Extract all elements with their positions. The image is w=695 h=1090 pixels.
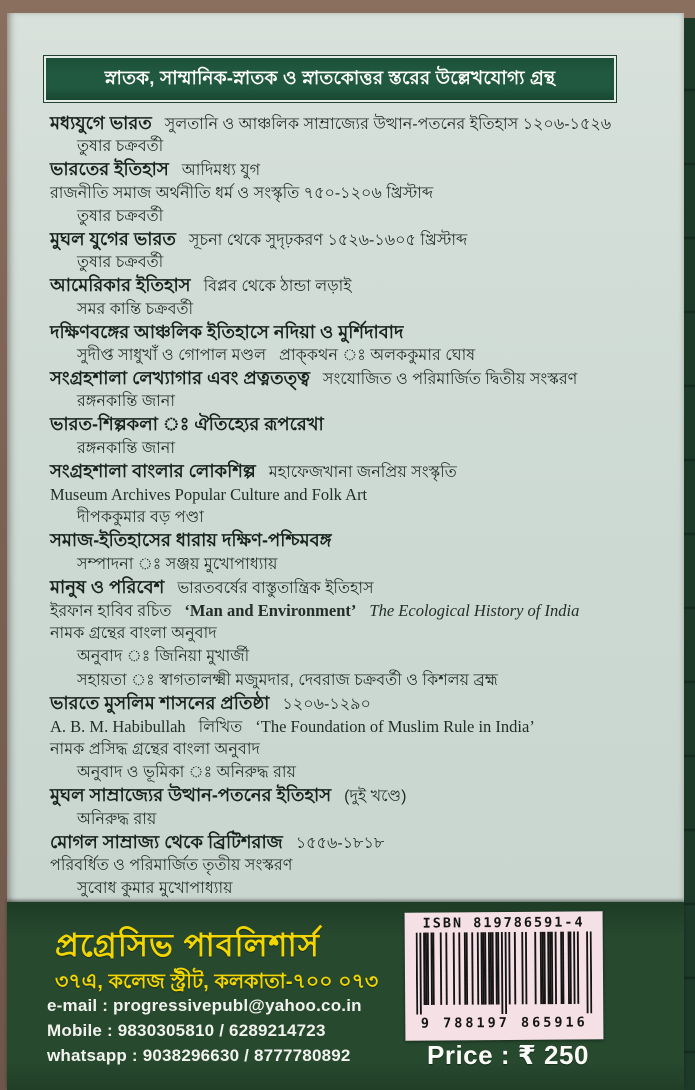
- publisher-name: প্রগ্রেসিভ পাবলিশার্স: [55, 927, 320, 963]
- book-line-text: নামক গ্রন্থের বাংলা অনুবাদ: [50, 625, 217, 643]
- book-line: [50, 553, 668, 576]
- book-line-text: বিপ্লব থেকে ঠান্ডা লড়াই: [203, 278, 352, 296]
- book-line: [50, 251, 668, 274]
- book-line: [50, 808, 668, 831]
- book-line: [50, 738, 668, 761]
- book-line-text: পরিবর্ধিত ও পরিমার্জিত তৃতীয় সংস্করণ: [50, 857, 293, 874]
- book-title: মোগল সাম্রাজ্য থেকে ব্রিটিশরাজ: [50, 831, 283, 852]
- contact-whatsapp: whatsapp : 9038296630 / 8777780892: [47, 1046, 351, 1065]
- book-title: আমেরিকার ইতিহাস: [50, 275, 191, 296]
- book-line-text: ইরফান হাবিব রচিত: [50, 602, 172, 620]
- book-line: [50, 205, 668, 228]
- barcode-sticker: [405, 911, 604, 1040]
- book-line: [50, 506, 668, 529]
- book-line: [50, 135, 668, 158]
- book-line-text: সম্পাদনা ঃ সঞ্জয় মুখোপাধ্যায়: [77, 555, 278, 573]
- book-line-text: রঙ্গনকান্তি জানা: [77, 393, 175, 411]
- book-line-text: অনুবাদ ও ভূমিকা ঃ অনিরুদ্ধ রায়: [77, 764, 296, 782]
- book-line-text: Museum Archives Popular Culture and Folk Art: [50, 485, 368, 504]
- header-band-text: স্নাতক, সাম্মানিক-স্নাতক ও স্নাতকোত্তর স্তরের উল্লেখযোগ্য গ্রন্থ: [104, 66, 556, 88]
- book-line: [50, 877, 668, 900]
- book-title: ভারতে মুসলিম শাসনের প্রতিষ্ঠা: [50, 692, 270, 713]
- book-line-text: সহায়তা ঃ স্বাগতালক্ষ্মী মজুমদার, দেবরাজ চক্রবর্তী ও কিশলয় ব্রহ্ম: [77, 671, 498, 689]
- book-line-text: নামক প্রসিদ্ধ গ্রন্থের বাংলা অনুবাদ: [50, 741, 260, 759]
- book-line-text: লিখিত: [198, 718, 243, 736]
- book-line-text: ভারতবর্ষের বাস্তুতান্ত্রিক ইতিহাস: [177, 579, 374, 597]
- book-title: ভারত-শিল্পকলা ঃ ঐতিহ্যের রূপরেখা: [50, 414, 324, 435]
- book-line: [50, 529, 668, 552]
- book-line: [50, 715, 668, 738]
- book-title: মানুষ ও পরিবেশ: [50, 576, 165, 597]
- book-line-text: অনিরুদ্ধ রায়: [77, 810, 157, 828]
- book-line-text: (দুই খণ্ডে): [344, 788, 407, 806]
- book-title: সমাজ-ইতিহাসের ধারায় দক্ষিণ-পশ্চিমবঙ্গ: [50, 530, 332, 551]
- book-line: [50, 576, 668, 599]
- book-list: [50, 112, 668, 900]
- book-line: [50, 344, 668, 367]
- book-line-text: অনুবাদ ঃ জিনিয়া মুখার্জী: [77, 648, 250, 666]
- publisher-footer: [7, 902, 684, 1090]
- book-line: [50, 228, 668, 251]
- book-title: সংগ্রহশালা বাংলার লোকশিল্প: [50, 460, 256, 481]
- book-line-text: ‘Man and Environment’: [184, 600, 357, 620]
- book-line-text: সুদীপ্ত সাধুখাঁ ও গোপাল মণ্ডল: [77, 346, 266, 364]
- book-line: [50, 692, 668, 715]
- book-line-text: ১২০৬-১২৯০: [282, 695, 371, 713]
- book-line: [50, 854, 668, 877]
- book-line-text: রাজনীতি সমাজ অর্থনীতি ধর্ম ও সংস্কৃতি ৭৫০-১২০৬ খ্রিস্টাব্দ: [50, 184, 434, 202]
- book-line-text: তুষার চক্রবর্তী: [77, 138, 164, 156]
- book-line-text: রঙ্গনকান্তি জানা: [77, 439, 175, 457]
- book-title: মধ্যযুগে ভারত: [50, 113, 152, 133]
- book-line-text: মহাফেজখানা জনপ্রিয় সংস্কৃতি: [268, 463, 457, 481]
- book-line: [50, 274, 668, 297]
- book-line-text: তুষার চক্রবর্তী: [77, 254, 164, 272]
- book-line-text: সূচনা থেকে সুদৃঢ়করণ ১৫২৬-১৬০৫ খ্রিস্টাব্দ: [188, 231, 468, 249]
- publisher-address: ৩৭এ, কলেজ স্ট্রীট, কলকাতা-৭০০ ০৭৩: [55, 970, 379, 993]
- book-line: [50, 483, 668, 506]
- book-line-text: সমর কান্তি চক্রবর্তী: [77, 300, 194, 318]
- book-line-text: সুলতানি ও আঞ্চলিক সাম্রাজ্যের উত্থান-পতনের ইতিহাস ১২০৬-১৫২৬: [164, 116, 612, 133]
- book-line: [50, 367, 668, 390]
- contact-mobile: Mobile : 9830305810 / 6289214723: [47, 1021, 326, 1040]
- book-line-text: ১৫৫৬-১৮১৮: [295, 834, 385, 852]
- contact-email: e-mail : progressivepubl@yahoo.co.in: [47, 996, 362, 1015]
- page-edge-strip: [683, 18, 695, 1090]
- book-line: [50, 321, 668, 344]
- book-title: মুঘল সাম্রাজ্যের উত্থান-পতনের ইতিহাস: [50, 785, 332, 806]
- book-line: [50, 390, 668, 413]
- book-line: [50, 622, 668, 645]
- book-title: দক্ষিণবঙ্গের আঞ্চলিক ইতিহাসে নদিয়া ও মুর্শিদাবাদ: [50, 321, 404, 342]
- barcode-bars-icon: [416, 931, 593, 1014]
- book-line-text: The Ecological History of India: [369, 600, 580, 620]
- book-line: [50, 645, 668, 668]
- book-line: [50, 182, 668, 205]
- back-cover: [7, 13, 684, 1090]
- book-line: [50, 831, 668, 854]
- book-line-text: সংযোজিত ও পরিমার্জিত দ্বিতীয় সংস্করণ: [322, 371, 578, 389]
- book-line: [50, 437, 668, 460]
- book-line: [50, 112, 668, 135]
- book-line-text: সুবোধ কুমার মুখোপাধ্যায়: [77, 880, 233, 898]
- book-title: মুঘল যুগের ভারত: [50, 228, 176, 249]
- book-line: [50, 413, 668, 436]
- isbn-label: ISBN 819786591-4: [422, 914, 585, 932]
- book-line: [50, 298, 668, 321]
- book-line-text: A. B. M. Habibullah: [50, 716, 186, 736]
- book-line: [50, 460, 668, 483]
- book-line-text: ‘The Foundation of Muslim Rule in India’: [255, 716, 535, 736]
- header-band: [44, 56, 616, 102]
- book-line-text: আদিমধ্য যুগ: [181, 162, 261, 180]
- book-line: [50, 669, 668, 692]
- book-line: [50, 599, 668, 622]
- price-label: Price : ₹ 250: [427, 1040, 589, 1070]
- book-line-text: প্রাক্‌কথন ঃ অলককুমার ঘোষ: [279, 346, 476, 364]
- isbn-number: 9 788197 865916: [420, 1014, 588, 1032]
- book-title: সংগ্রহশালা লেখ্যাগার এবং প্রত্নতত্ত্ব: [50, 368, 310, 389]
- book-line-text: তুষার চক্রবর্তী: [77, 207, 164, 225]
- book-line: [50, 761, 668, 784]
- book-line: [50, 158, 668, 181]
- book-line: [50, 784, 668, 807]
- book-line-text: দীপককুমার বড় পণ্ডা: [77, 509, 204, 527]
- book-title: ভারতের ইতিহাস: [50, 159, 169, 180]
